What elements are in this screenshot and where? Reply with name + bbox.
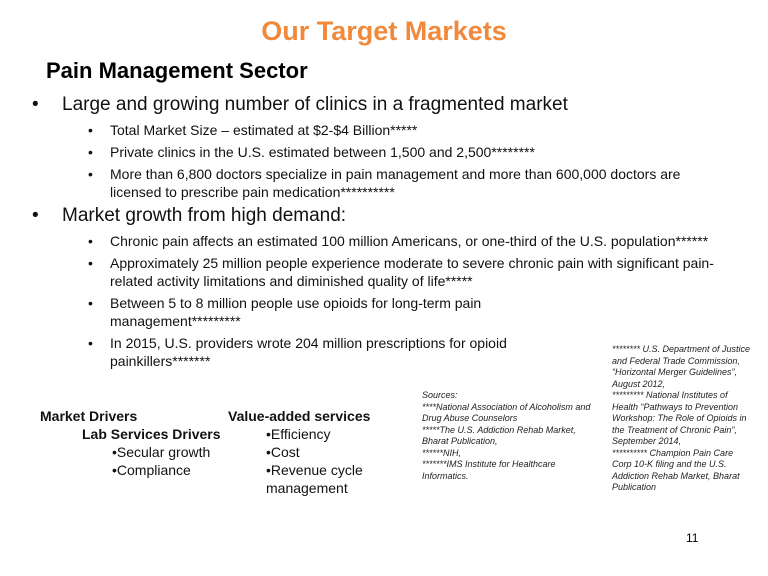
bullet: • bbox=[88, 335, 93, 351]
sources-line: ******NIH, bbox=[422, 447, 462, 458]
sources-line: *******IMS Institute for Healthcare Informatics. bbox=[422, 459, 556, 481]
slide-title: Our Target Markets bbox=[261, 16, 507, 46]
list-item-text: Private clinics in the U.S. estimated between 1,500 and 2,500******** bbox=[110, 144, 535, 160]
list-item-text: Between 5 to 8 million people use opioids for long-term pain management********* bbox=[110, 295, 482, 329]
market-drivers-heading: Market Drivers bbox=[40, 408, 138, 424]
section-subtitle: Pain Management Sector bbox=[46, 58, 308, 83]
service-item: •Cost bbox=[266, 444, 300, 460]
bullet: • bbox=[88, 144, 93, 160]
list-item-text: Total Market Size – estimated at $2-$4 Billion***** bbox=[110, 122, 418, 138]
bullet: • bbox=[88, 255, 93, 271]
service-item: •Efficiency bbox=[266, 426, 331, 442]
list-item bbox=[28, 143, 728, 161]
list-item-text: More than 6,800 doctors specialize in pain management and more than 600,000 doctors are licensed to prescribe pain medication********** bbox=[110, 166, 681, 200]
list-item bbox=[28, 121, 728, 139]
list-item-text: Chronic pain affects an estimated 100 million Americans, or one-third of the U.S. population****** bbox=[110, 233, 709, 249]
sources-line: *****The U.S. Addiction Rehab Market, Bharat Publication, bbox=[422, 424, 576, 446]
service-item-continuation: management bbox=[266, 480, 348, 496]
section-heading-row bbox=[28, 204, 728, 228]
bullet: • bbox=[32, 205, 39, 226]
section-clinics bbox=[28, 93, 728, 201]
list-item-text: Approximately 25 million people experience moderate to severe chronic pain with significant pain-related activity limitations and diminished quality of life***** bbox=[110, 255, 714, 289]
market-drivers bbox=[40, 407, 221, 479]
sources-line: ****National Association of Alcoholism and Drug Abuse Counselors bbox=[422, 401, 591, 423]
list-item bbox=[28, 254, 728, 290]
driver-item: •Secular growth bbox=[112, 444, 211, 460]
bullet: • bbox=[88, 233, 93, 249]
bullet: • bbox=[32, 94, 39, 115]
section-heading: Large and growing number of clinics in a fragmented market bbox=[62, 94, 568, 115]
list-item bbox=[28, 165, 728, 201]
list-item-text: In 2015, U.S. providers wrote 204 million prescriptions for opioid painkillers******* bbox=[110, 335, 507, 369]
section-heading: Market growth from high demand: bbox=[62, 205, 347, 226]
lab-services-heading: Lab Services Drivers bbox=[82, 426, 221, 442]
references-note bbox=[612, 344, 752, 494]
list-item bbox=[28, 294, 728, 330]
reference-line: ********* National Institutes of Health “Pathways to Prevention Workshop: The Role of Opioids in the Treatment of Chronic Pain”, September 2014, bbox=[612, 390, 747, 446]
sources-line: Sources: bbox=[422, 390, 458, 400]
reference-line: ******** U.S. Department of Justice and Federal Trade Commission, “Horizontal Merger Guidelines”, August 2012, bbox=[612, 344, 751, 389]
bullet: • bbox=[88, 122, 93, 138]
reference-line: ********** Champion Pain Care Corp 10-K filing and the U.S. Addiction Rehab Market, Bharat Publication bbox=[612, 447, 740, 492]
value-added-services bbox=[228, 407, 370, 497]
value-added-heading: Value-added services bbox=[228, 408, 371, 424]
service-item: •Revenue cycle bbox=[266, 462, 363, 478]
page-number: 11 bbox=[686, 531, 699, 545]
list-item bbox=[28, 232, 728, 250]
bullet: • bbox=[88, 166, 93, 182]
sources-note bbox=[422, 390, 592, 482]
bullet: • bbox=[88, 295, 93, 311]
driver-item: •Compliance bbox=[112, 462, 191, 478]
section-heading-row bbox=[28, 93, 728, 117]
